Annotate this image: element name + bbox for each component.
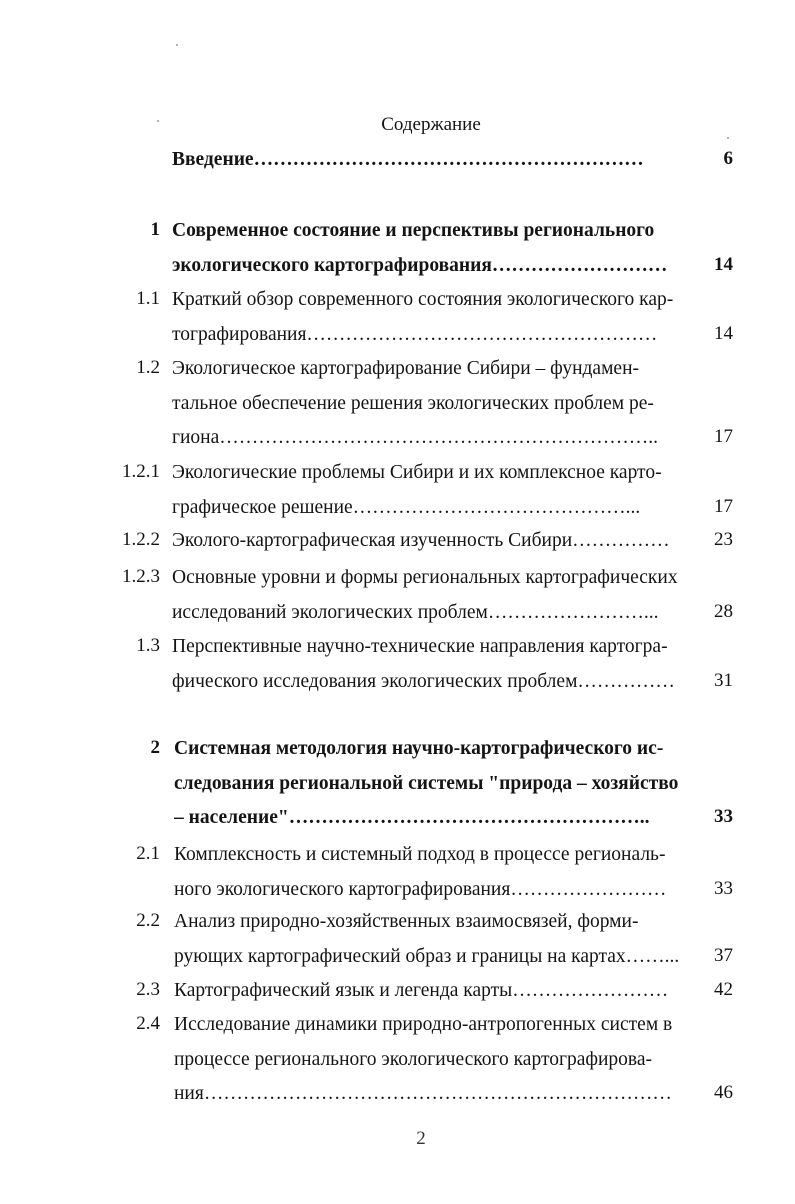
toc-entry-text: Системная методология научно-картографического ис- bbox=[174, 738, 664, 759]
scan-speck bbox=[157, 120, 159, 122]
toc-entry-page: 14 bbox=[714, 253, 733, 275]
toc-entry-text: Введение…………………………………………………… bbox=[172, 149, 644, 170]
toc-entry-page: 23 bbox=[714, 529, 733, 550]
toc-entry-number: 2 bbox=[150, 737, 160, 758]
toc-entry-page: 17 bbox=[714, 426, 733, 447]
toc-entry-page: 6 bbox=[723, 148, 733, 169]
toc-entry-text: Краткий обзор современного состояния экологического кар- bbox=[172, 289, 674, 310]
toc-entry-text: фического исследования экологических проблем…………… bbox=[172, 670, 675, 692]
toc-entry-text: процессе регионального экологического картографирова- bbox=[174, 1048, 653, 1070]
toc-entry-page: 33 bbox=[714, 806, 733, 827]
toc-entry-text: тографирования……………………………………………… bbox=[172, 323, 658, 345]
toc-entry-text: исследований экологических проблем……………………... bbox=[172, 601, 659, 623]
toc-entry-page: 14 bbox=[714, 322, 733, 344]
toc-entry-page: 46 bbox=[714, 1082, 733, 1103]
toc-entry-number: 1.2.2 bbox=[122, 529, 160, 550]
toc-entry-text: экологического картографирования……………………… bbox=[172, 254, 668, 276]
toc-entry-number: 2.2 bbox=[136, 910, 160, 931]
toc-entry-text: гиона………………………………………………………….. bbox=[172, 427, 659, 448]
toc-entry-text: следования региональной системы "природа – хозяйство bbox=[174, 772, 679, 794]
toc-entry-page: 42 bbox=[714, 979, 733, 1000]
page-title: Содержание bbox=[381, 114, 481, 135]
toc-entry-number: 1.2.3 bbox=[122, 566, 160, 587]
toc-entry-text: Картографический язык и легенда карты…………………… bbox=[174, 980, 669, 1001]
page-number: 2 bbox=[416, 1128, 426, 1149]
toc-entry-text: Эколого-картографическая изученность Сибири…………… bbox=[172, 530, 670, 551]
toc-entry-number: 2.1 bbox=[136, 843, 160, 864]
toc-entry-text: Исследование динамики природно-антропогенных систем в bbox=[174, 1014, 673, 1035]
toc-entry-text: тальное обеспечение решения экологических проблем ре- bbox=[172, 392, 654, 414]
scan-speck bbox=[727, 137, 729, 139]
toc-entry-text: Анализ природно-хозяйственных взаимосвязей, форми- bbox=[174, 911, 639, 932]
toc-entry-text: Экологические проблемы Сибири и их комплексное карто- bbox=[172, 462, 662, 483]
toc-entry-number: 1.2 bbox=[136, 357, 160, 378]
toc-entry-text: Основные уровни и формы региональных картографических bbox=[172, 567, 678, 588]
toc-entry-text: – население"……………………………………………….. bbox=[174, 807, 650, 828]
toc-entry-text: ного экологического картографирования…………………… bbox=[174, 878, 667, 900]
toc-entry-number: 1.3 bbox=[136, 635, 160, 656]
toc-entry-page: 37 bbox=[714, 944, 733, 966]
toc-entry-text: Перспективные научно-технические направления картогра- bbox=[172, 636, 668, 657]
scan-speck bbox=[176, 44, 178, 46]
toc-entry-number: 1 bbox=[150, 219, 160, 240]
toc-entry-text: ния……………………………………………………………… bbox=[174, 1083, 672, 1104]
toc-entry-text: Современное состояние и перспективы регионального bbox=[172, 220, 655, 241]
toc-entry-number: 1.2.1 bbox=[122, 461, 160, 482]
toc-entry-text: рующих картографический образ и границы на картах……... bbox=[174, 945, 680, 967]
toc-entry-page: 17 bbox=[714, 495, 733, 517]
toc-entry-text: Комплексность и системный подход в процессе региональ- bbox=[174, 844, 666, 865]
toc-entry-page: 33 bbox=[714, 877, 733, 899]
toc-entry-number: 2.4 bbox=[136, 1013, 160, 1034]
toc-entry-text: Экологическое картографирование Сибири – фундамен- bbox=[172, 358, 640, 379]
toc-entry-page: 31 bbox=[714, 669, 733, 691]
toc-entry-number: 2.3 bbox=[136, 979, 160, 1000]
toc-entry-page: 28 bbox=[714, 600, 733, 622]
toc-entry-text: графическое решение……………………………………... bbox=[172, 496, 641, 518]
toc-entry-number: 1.1 bbox=[136, 288, 160, 309]
